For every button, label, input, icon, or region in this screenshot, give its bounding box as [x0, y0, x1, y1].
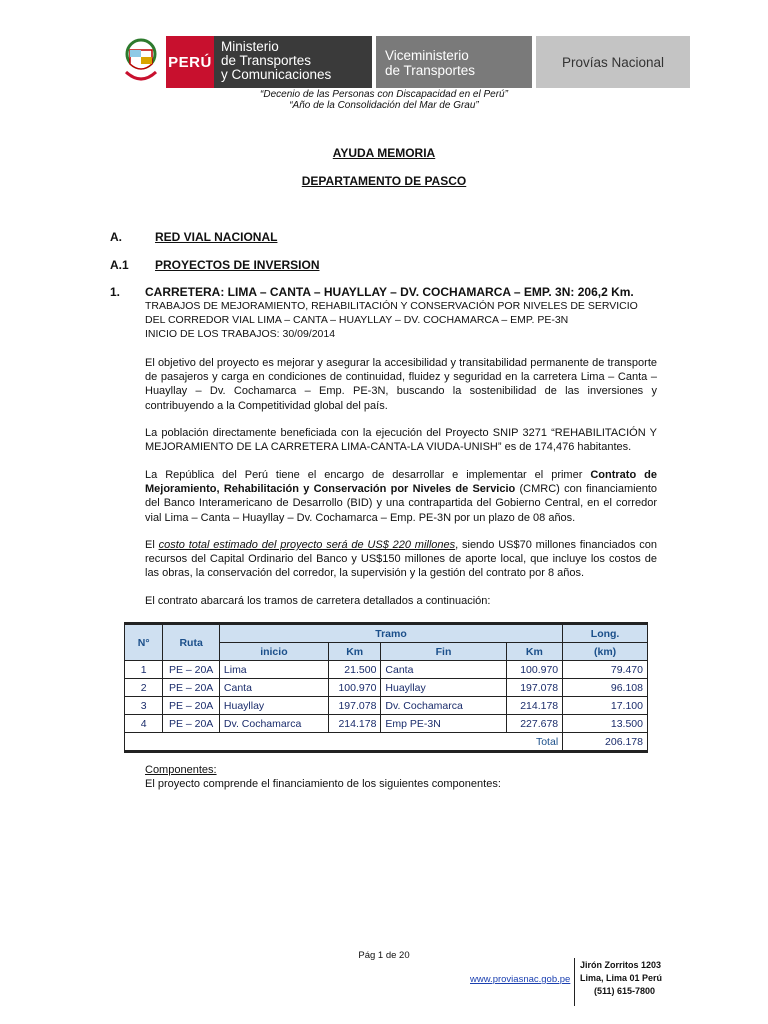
cost-text-a: El [145, 539, 159, 551]
ministry-label [214, 36, 372, 88]
project-heading: CARRETERA: LIMA – CANTA – HUAYLLAY – DV. COCHAMARCA – EMP. 3N: 206,2 Km. [145, 285, 634, 299]
col-route-header: Ruta [163, 624, 220, 661]
cost-highlight: costo total estimado del proyecto será de US$ 220 millones [158, 539, 456, 551]
objective-paragraph: El objetivo del proyecto es mejorar y asegurar la accesibilidad y transitabilidad permanente de transporte de pasajeros y carga en condiciones de continuidad, fluidez y seguridad en la carretera Lima – Canta – Huayllay – Dv. Cochamarca – Emp. PE-3N, buscando la sostenibilidad de las inversiones y contribuyendo a la Competitividad global del país. [145, 357, 657, 412]
cell-start: Dv. Cochamarca [219, 715, 328, 733]
section-a1-title: PROYECTOS DE INVERSION [155, 258, 320, 272]
route-sections-table [124, 622, 648, 753]
cell-route: PE – 20A [163, 697, 220, 715]
cell-end: Huayllay [381, 679, 506, 697]
cell-length: 13.500 [563, 715, 648, 733]
address-line-1: Jirón Zorritos 1203 [580, 960, 662, 970]
total-row [125, 733, 648, 752]
works-line-1: TRABAJOS DE MEJORAMIENTO, REHABILITACIÓN Y CONSERVACIÓN POR NIVELES DE SERVICIO [145, 300, 638, 312]
table-row [125, 661, 648, 679]
cell-end: Dv. Cochamarca [381, 697, 506, 715]
cell-end: Emp PE-3N [381, 715, 506, 733]
cell-start: Huayllay [219, 697, 328, 715]
motto-line-2: “Año de la Consolidación del Mar de Grau” [289, 100, 479, 111]
footer-divider [574, 958, 575, 1006]
total-value: 206.178 [563, 733, 648, 752]
page-number: Pág 1 de 20 [358, 950, 410, 961]
section-a1-number: A.1 [110, 258, 129, 272]
ministry-line-3: y Comunicaciones [221, 67, 332, 82]
cell-route: PE – 20A [163, 661, 220, 679]
ministry-line-2: de Transportes [221, 53, 312, 68]
address-line-2: Lima, Lima 01 Perú [580, 973, 663, 983]
col-number-header: N° [125, 624, 163, 661]
cell-length: 17.100 [563, 697, 648, 715]
cell-km1: 197.078 [328, 697, 381, 715]
doc-title: AYUDA MEMORIA [332, 146, 436, 160]
vice-line-1: Viceministerio [385, 48, 469, 63]
cell-start: Lima [219, 661, 328, 679]
col-unit-header: (km) [563, 643, 648, 661]
cell-length: 96.108 [563, 679, 648, 697]
peru-label: PERÚ [166, 36, 214, 88]
cell-km1: 100.970 [328, 679, 381, 697]
contract-text-c: (CMRC) con financiamiento del Banco Interamericano de Desarrollo (BID) y una contrapartida del Gobierno Central, en el corredor vial Lima – Canta – Huayllay – Dv. Cochamarca – Emp. PE-3N por un plazo de 08 años. [145, 483, 658, 524]
col-km2-header: Km [506, 643, 563, 661]
contract-paragraph [145, 468, 657, 525]
cell-length: 79.470 [563, 661, 648, 679]
cell-km2: 227.678 [506, 715, 563, 733]
cell-km2: 100.970 [506, 661, 563, 679]
table-row [125, 697, 648, 715]
cell-km2: 197.078 [506, 679, 563, 697]
cost-paragraph [145, 538, 657, 581]
contract-text-a: La República del Perú tiene el encargo de desarrollar e implementar el primer [145, 469, 591, 481]
cell-number: 3 [125, 697, 163, 715]
sections-intro: El contrato abarcará los tramos de carretera detallados a continuación: [145, 595, 491, 607]
agency-label: Provías Nacional [536, 36, 690, 88]
components-text: El proyecto comprende el financiamiento de los siguientes componentes: [145, 778, 501, 790]
cell-number: 4 [125, 715, 163, 733]
col-end-header: Fin [381, 643, 506, 661]
population-paragraph: La población directamente beneficiada con la ejecución del Proyecto SNIP 3271 “REHABILITACIÓN Y MEJORAMIENTO DE LA CARRETERA LIMA-CANTA-LA VIUDA-UNISH” es de 174,476 habitantes. [145, 427, 657, 454]
col-start-header: inicio [219, 643, 328, 661]
col-section-header: Tramo [219, 624, 562, 643]
cell-km2: 214.178 [506, 697, 563, 715]
doc-subtitle: DEPARTAMENTO DE PASCO [301, 174, 467, 188]
col-km1-header: Km [328, 643, 381, 661]
table-row [125, 715, 648, 733]
cell-route: PE – 20A [163, 715, 220, 733]
ministry-line-1: Ministerio [221, 39, 279, 54]
section-a-title: RED VIAL NACIONAL [155, 230, 278, 244]
phone-number: (511) 615-7800 [594, 986, 656, 996]
cell-route: PE – 20A [163, 679, 220, 697]
website-link[interactable]: www.proviasnac.gob.pe [470, 974, 571, 985]
section-a-number: A. [110, 230, 122, 244]
works-line-2: DEL CORREDOR VIAL LIMA – CANTA – HUAYLLAY – DV. COCHAMARCA – EMP. PE-3N [145, 314, 569, 326]
cell-start: Canta [219, 679, 328, 697]
motto-line-1: “Decenio de las Personas con Discapacidad en el Perú” [260, 89, 508, 100]
vice-line-2: de Transportes [385, 63, 476, 78]
cost-text-c: , siendo US$70 millones financiados con recursos del Capital Ordinario del Banco y US$150 millones de aporte local, que incluye los costos de las obras, la conservación del corredor, la supervisión y la gestión del contrato por 8 años. [145, 539, 657, 580]
viceministry-label [376, 36, 532, 88]
cell-number: 2 [125, 679, 163, 697]
cell-km1: 214.178 [328, 715, 381, 733]
table-row [125, 679, 648, 697]
cell-km1: 21.500 [328, 661, 381, 679]
cell-number: 1 [125, 661, 163, 679]
cell-end: Canta [381, 661, 506, 679]
project-number: 1. [110, 285, 121, 299]
contract-name: Contrato de Mejoramiento, Rehabilitación y Conservación por Niveles de Servicio [145, 469, 657, 496]
coat-of-arms-icon [118, 36, 164, 88]
col-length-header: Long. [563, 624, 648, 643]
components-heading: Componentes: [145, 764, 217, 776]
total-label: Total [125, 733, 563, 752]
works-start-date: INICIO DE LOS TRABAJOS: 30/09/2014 [145, 328, 336, 340]
